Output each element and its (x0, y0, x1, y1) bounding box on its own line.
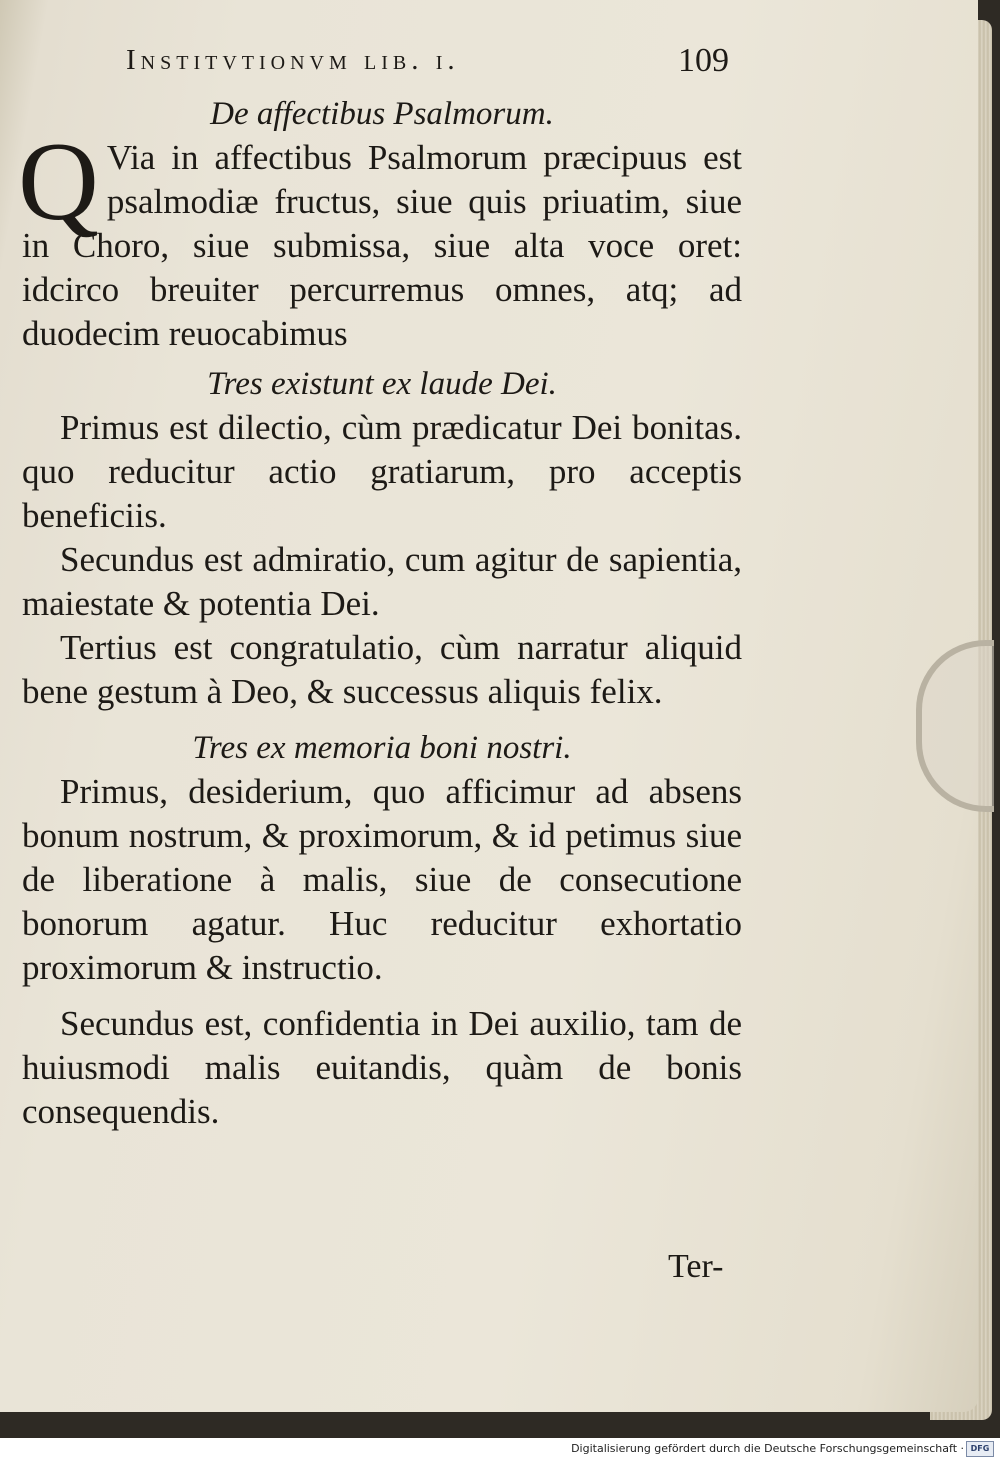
paragraph: Primus, desiderium, quo afficimur ad absens bonum nostrum, & proximorum, & id petimus siue de liberatione à malis, siue de consecutione bonorum agatur. Huc reducitur exhortatio proximorum & instructio. (22, 772, 742, 987)
paragraph: Secundus est admiratio, cum agitur de sapientia, maiestate & potentia Dei. (22, 540, 742, 623)
dfg-logo: DFG (966, 1441, 994, 1457)
running-head (22, 40, 742, 92)
section-heading: Tres ex memoria boni nostri. (192, 730, 572, 766)
paragraph: Tertius est congratulatio, cùm narratur aliquid bene gestum à Deo, & successus aliquis felix. (22, 628, 742, 711)
paragraph: Secundus est, confidentia in Dei auxilio, tam de huiusmodi malis euitandis, quàm de bonis consequendis. (22, 1004, 742, 1131)
catchword: Ter- (668, 1248, 724, 1285)
footer-credit: Digitalisierung gefördert durch die Deutsche Forschungsgemeinschaft · (571, 1442, 964, 1455)
paragraph-text: Via in affectibus Psalmorum præcipuus est psalmodiæ fructus, siue quis priuatim, siue in Choro, siue submissa, siue alta voce oret: idcirco breuiter percurremus omnes, atq; ad duodecim reuocabimus (22, 138, 742, 353)
page-number: 109 (678, 42, 729, 79)
section-heading: De affectibus Psalmorum. (210, 96, 554, 132)
running-head-title: Institvtionvm lib. i. (126, 44, 460, 76)
drop-cap: Q (18, 120, 99, 244)
footer (0, 1438, 1000, 1461)
paragraph (18, 120, 742, 356)
paragraph: Primus est dilectio, cùm prædicatur Dei bonitas. quo reducitur actio gratiarum, pro acceptis beneficiis. (22, 408, 742, 535)
page-text (18, 40, 742, 1134)
section-heading: Tres existunt ex laude Dei. (207, 366, 557, 402)
